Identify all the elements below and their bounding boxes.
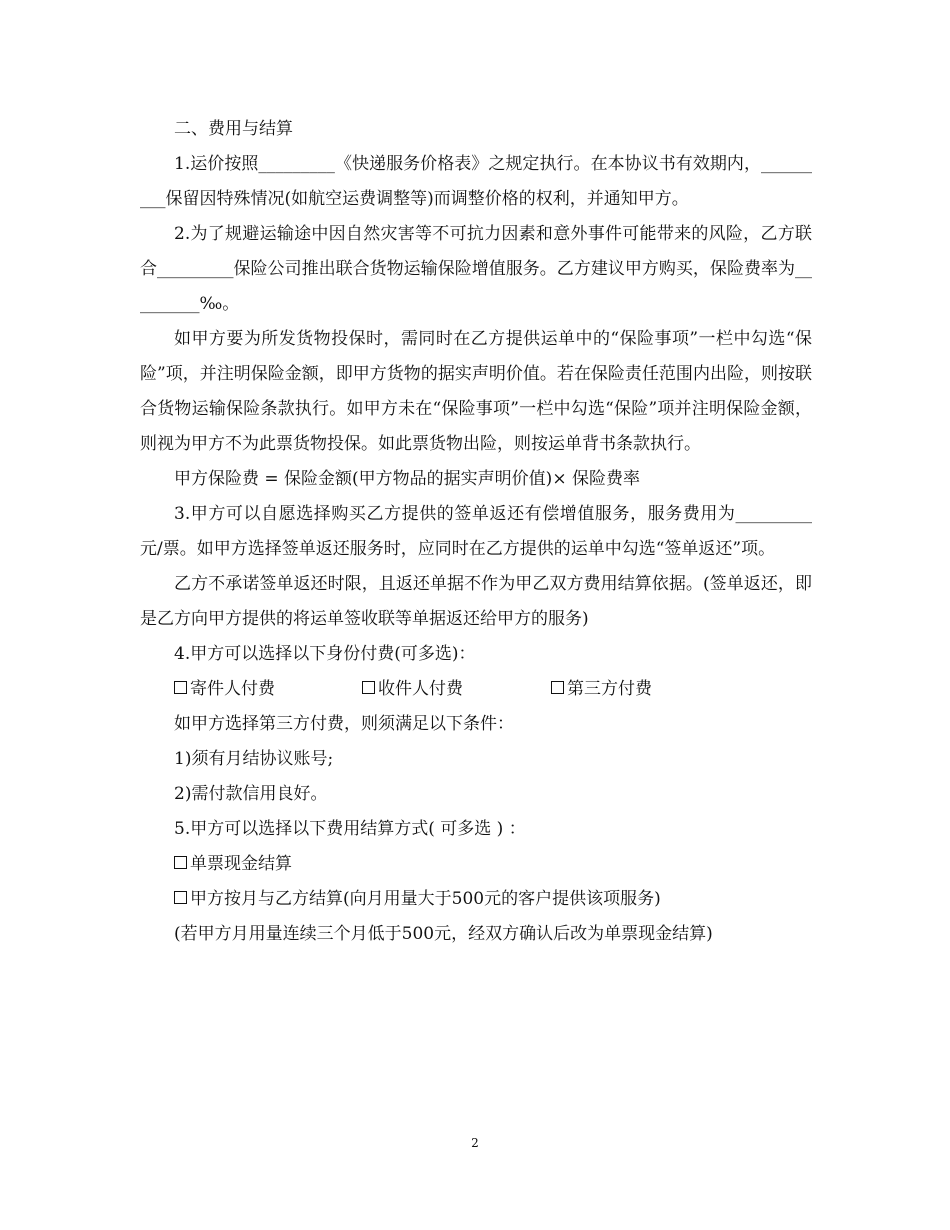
checkbox-icon[interactable]	[362, 681, 375, 694]
condition-1: 1)须有月结协议账号;	[174, 749, 334, 769]
clause-4-payer-selection: 4.甲方可以选择以下身份付费(可多选)：	[174, 644, 476, 664]
settlement-option-cash[interactable]	[140, 847, 812, 882]
condition-2: 2)需付款信用良好。	[174, 784, 328, 804]
signature-return-note: 乙方不承诺签单返还时限，且返还单据不作为甲乙双方费用结算依据。(签单返还，即是乙方向甲方提供的将运单签收联等单据返还给甲方的服务)	[140, 574, 812, 629]
page-number: 2	[471, 1136, 479, 1150]
document-body	[140, 112, 812, 952]
checkbox-icon[interactable]	[174, 681, 187, 694]
clause-5-settlement-method: 5.甲方可以选择以下费用结算方式( 可多选 ) ：	[174, 819, 526, 839]
checkbox-icon[interactable]	[551, 681, 564, 694]
settlement-option-monthly[interactable]	[140, 882, 812, 917]
insurance-fee-formula: 甲方保险费 = 保险金额(甲方物品的据实声明价值)× 保险费率	[174, 469, 640, 489]
payer-option-label: 第三方付费	[567, 679, 652, 699]
settlement-option-label: 甲方按月与乙方结算(向月用量大于500元的客户提供该项服务)	[190, 889, 661, 909]
checkbox-icon[interactable]	[174, 856, 187, 869]
clause-2-insurance: 2.为了规避运输途中因自然灾害等不可抗力因素和意外事件可能带来的风险，乙方联合_________保险公司推出联合货物运输保险增值服务。乙方建议甲方购买，保险费率为_________‰。	[140, 224, 812, 314]
insurance-procedure-paragraph: 如甲方要为所发货物投保时，需同时在乙方提供运单中的“保险事项”一栏中勾选“保险”项，并注明保险金额，即甲方货物的据实声明价值。若在保险责任范围内出险，则按联合货物运输保险条款执行。如甲方未在“保险事项”一栏中勾选“保险”项并注明保险金额，则视为甲方不为此票货物投保。如此票货物出险，则按运单背书条款执行。	[140, 329, 812, 454]
monthly-settlement-note: (若甲方月用量连续三个月低于500元，经双方确认后改为单票现金结算)	[174, 924, 713, 944]
payer-options-row	[174, 672, 812, 707]
clause-1-pricing: 1.运价按照_________《快递服务价格表》之规定执行。在本协议书有效期内，_________保留因特殊情况(如航空运费调整等)而调整价格的权利，并通知甲方。	[140, 154, 812, 209]
settlement-option-label: 单票现金结算	[190, 854, 292, 874]
payer-option-label: 寄件人付费	[190, 679, 275, 699]
section-title: 二、费用与结算	[174, 119, 293, 139]
checkbox-icon[interactable]	[174, 891, 187, 904]
payer-option-label: 收件人付费	[378, 679, 463, 699]
third-party-conditions-intro: 如甲方选择第三方付费，则须满足以下条件：	[174, 714, 514, 734]
payer-option-recipient[interactable]	[362, 672, 463, 707]
payer-option-sender[interactable]	[174, 672, 275, 707]
clause-3-signature-return: 3.甲方可以自愿选择购买乙方提供的签单返还有偿增值服务，服务费用为_________元/票。如甲方选择签单返还服务时，应同时在乙方提供的运单中勾选“签单返还”项。	[140, 504, 812, 559]
payer-option-third-party[interactable]	[551, 672, 652, 707]
